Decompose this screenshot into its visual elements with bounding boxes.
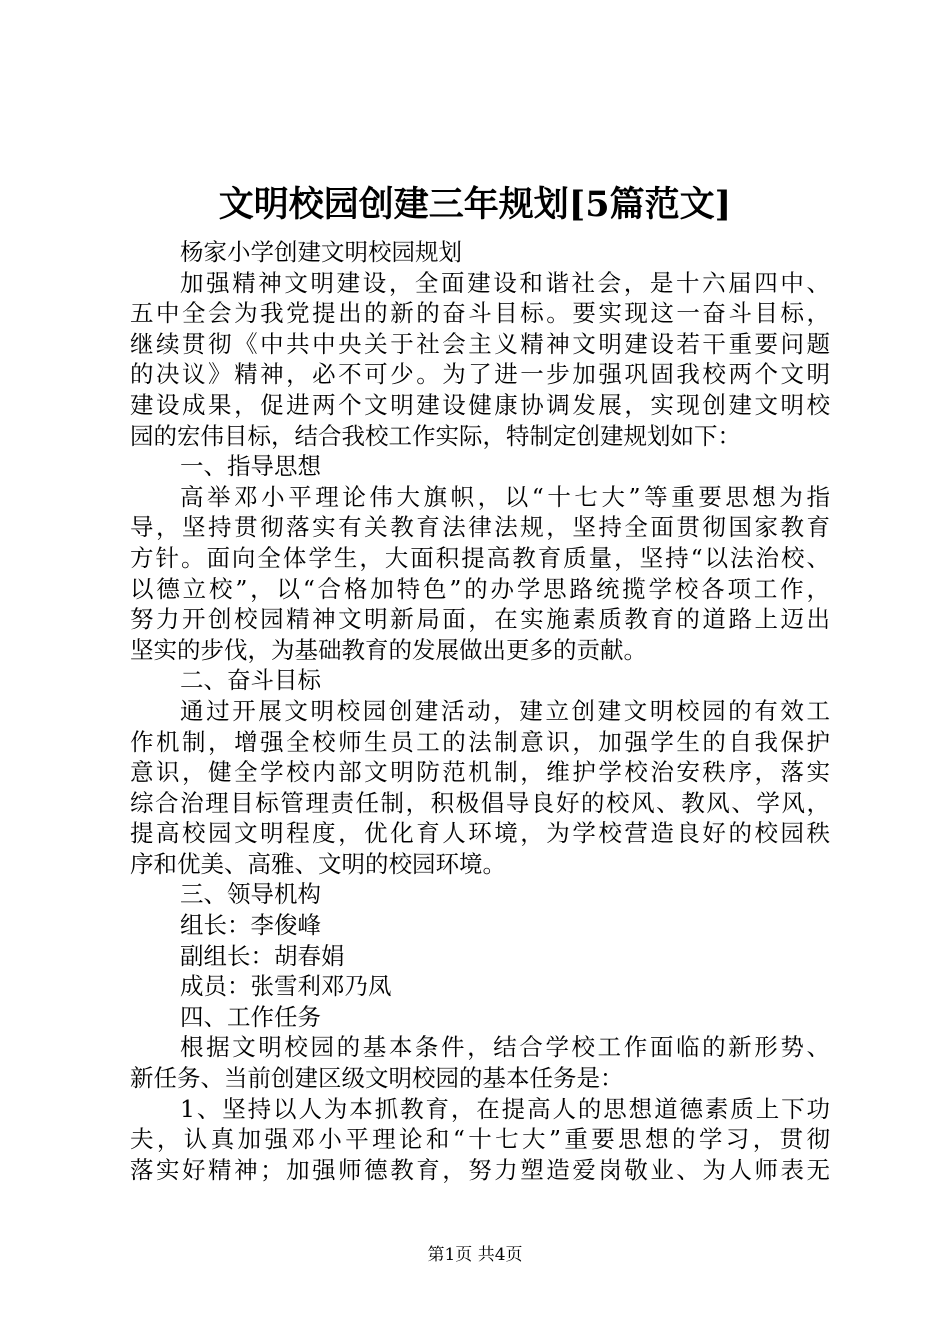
text-line: 的决议》精神，必不可少。为了进一步加强巩固我校两个文明 [130,360,830,389]
document-body [130,237,830,1185]
text-line: 园的宏伟目标，结合我校工作实际，特制定创建规划如下： [130,421,741,450]
text-line: 序和优美、高雅、文明的校园环境。 [130,849,506,878]
text-line: 1、坚持以人为本抓教育，在提高人的思想道德素质上下功 [180,1094,830,1123]
text-line: 根据文明校园的基本条件，结合学校工作面临的新形势、 [180,1033,830,1062]
text-line: 组长：李俊峰 [180,911,321,940]
text-line: 以德立校”，以“合格加特色”的办学思路统揽学校各项工作， [130,574,830,603]
text-line: 方针。面向全体学生，大面积提高教育质量，坚持“以法治校、 [130,543,830,572]
text-line: 成员：张雪利邓乃凤 [180,972,392,1001]
text-line: 加强精神文明建设，全面建设和谐社会，是十六届四中、 [180,268,830,297]
text-line: 提高校园文明程度，优化育人环境，为学校营造良好的校园秩 [130,819,830,848]
document-title: 文明校园创建三年规划[5篇范文] [218,184,732,225]
text-line: 副组长：胡春娟 [180,941,345,970]
text-line: 建设成果，促进两个文明建设健康协调发展，实现创建文明校 [130,390,830,419]
text-line: 一、指导思想 [180,452,321,481]
text-line: 努力开创校园精神文明新局面，在实施素质教育的道路上迈出 [130,605,830,634]
text-line: 二、奋斗目标 [180,666,321,695]
text-line: 落实好精神；加强师德教育，努力塑造爱岗敬业、为人师表无 [130,1155,830,1184]
text-line: 坚实的步伐，为基础教育的发展做出更多的贡献。 [130,635,647,664]
text-line: 三、领导机构 [180,880,321,909]
text-line: 杨家小学创建文明校园规划 [180,238,462,266]
text-line: 四、工作任务 [180,1002,321,1031]
text-line: 新任务、当前创建区级文明校园的基本任务是： [130,1064,624,1093]
text-line: 继续贯彻《中共中央关于社会主义精神文明建设若干重要问题 [130,329,830,358]
text-line: 作机制，增强全校师生员工的法制意识，加强学生的自我保护 [130,727,830,756]
text-line: 意识，健全学校内部文明防范机制，维护学校治安秩序，落实 [130,758,830,787]
text-line: 综合治理目标管理责任制，积极倡导良好的校风、教风、学风， [130,788,830,817]
page-number-footer: 第1页 共4页 [427,1245,523,1265]
text-line: 高举邓小平理论伟大旗帜，以“十七大”等重要思想为指 [180,482,830,511]
text-line: 通过开展文明校园创建活动，建立创建文明校园的有效工 [180,696,830,725]
text-line: 夫，认真加强邓小平理论和“十七大”重要思想的学习，贯彻 [130,1125,830,1154]
text-line: 五中全会为我党提出的新的奋斗目标。要实现这一奋斗目标， [130,299,830,328]
text-line: 导，坚持贯彻落实有关教育法律法规，坚持全面贯彻国家教育 [130,513,830,542]
